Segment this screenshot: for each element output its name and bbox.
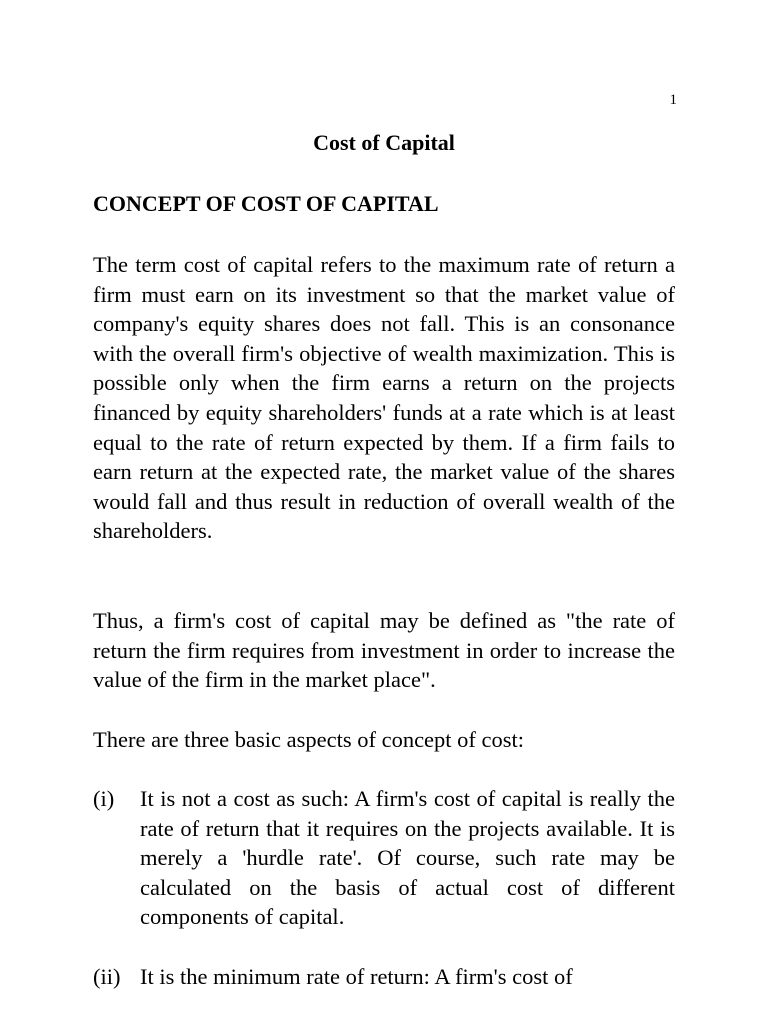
list-marker: (i) [93,786,115,811]
paragraph-definition: The term cost of capital refers to the maximum rate of return a firm must earn on its investment so that the market value of company's equity shares does not fall. This is an consonance with the overall firm's objective of wealth maximization. This is possible only when the firm earns a return on the projects financed by equity shareholders' funds at a rate which is at least equal to the rate of return expected by them. If a firm fails to earn return at the expected rate, the market value of the shares would fall and thus result in reduction of overall wealth of the shareholders. [93,252,675,544]
list-item-text: It is the minimum rate of return: A firm's cost of [140,964,573,989]
list-marker: (ii) [93,964,121,989]
paragraph-quote-definition: Thus, a firm's cost of capital may be defined as "the rate of return the firm requires from investment in order to increase the value of the firm in the market place". [93,608,675,693]
list-item [93,962,675,992]
page-number: 1 [669,92,677,108]
page-title: Cost of Capital [313,130,455,155]
list-item [93,784,675,932]
list-item-text: It is not a cost as such: A firm's cost of capital is really the rate of return that it requires on the projects available. It is merely a 'hurdle rate'. Of course, such rate may be calculated on the basis of actual cost of different components of capital. [140,786,675,930]
paragraph-aspects-intro: There are three basic aspects of concept of cost: [93,727,525,752]
section-heading: CONCEPT OF COST OF CAPITAL [93,191,439,216]
